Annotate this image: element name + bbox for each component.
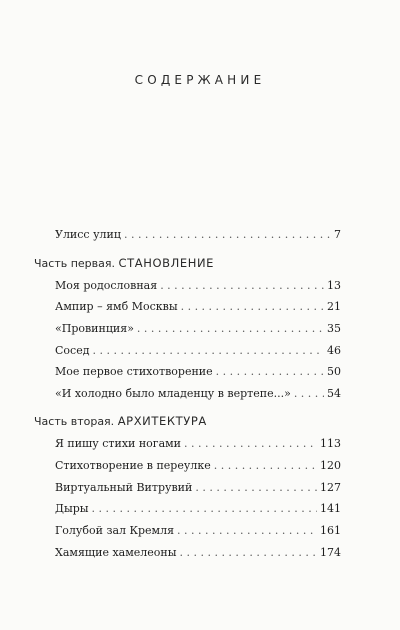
dot-leader	[184, 437, 317, 451]
toc-entry[interactable]	[55, 459, 341, 473]
toc-entry[interactable]	[55, 300, 341, 314]
toc-entry[interactable]	[55, 279, 341, 293]
toc-entry[interactable]	[55, 344, 341, 358]
toc-entry[interactable]	[55, 524, 341, 538]
dot-leader	[124, 228, 331, 242]
toc-entry-label: Улисс улиц	[55, 228, 121, 241]
part-name: СТАНОВЛЕНИЕ	[118, 256, 215, 270]
dot-leader	[216, 365, 324, 379]
part-prefix: Часть вторая.	[34, 415, 115, 428]
toc-entry-label: Мое первое стихотворение	[55, 365, 213, 378]
toc-entry[interactable]	[55, 437, 341, 451]
dot-leader	[179, 546, 317, 560]
toc-entry-label: Ампир – ямб Москвы	[55, 300, 178, 313]
toc-entry[interactable]	[55, 322, 341, 336]
toc-entry-page: 161	[320, 524, 341, 537]
toc-entry-page: 141	[320, 502, 341, 515]
toc-entry[interactable]	[55, 481, 341, 495]
dot-leader	[294, 387, 324, 401]
toc-entry-label: «Провинция»	[55, 322, 134, 335]
toc-entry-page: 120	[320, 459, 341, 472]
toc-entry-page: 113	[320, 437, 341, 450]
toc-entry-page: 46	[327, 344, 341, 357]
part-heading	[34, 256, 214, 270]
toc-entry-label: Сосед	[55, 344, 90, 357]
dot-leader	[177, 524, 317, 538]
toc-entry[interactable]	[55, 546, 341, 560]
toc-entry-label: Дыры	[55, 502, 89, 515]
part-name: АРХИТЕКТУРА	[117, 414, 207, 428]
toc-entry-label: Голубой зал Кремля	[55, 524, 175, 537]
toc-entry-page: 21	[327, 300, 341, 313]
toc-title: СОДЕРЖАНИЕ	[134, 73, 266, 87]
dot-leader	[195, 481, 317, 495]
toc-entry-page: 35	[327, 322, 341, 335]
toc-entry[interactable]	[55, 228, 341, 242]
toc-entry[interactable]	[55, 387, 341, 401]
toc-entry-label: Хамящие хамелеоны	[55, 546, 177, 559]
toc-entry-label: Моя родословная	[55, 279, 158, 292]
toc-entry-label: «И холодно было младенцу в вертепе...»	[55, 387, 291, 400]
dot-leader	[92, 502, 318, 516]
toc-entry[interactable]	[55, 502, 341, 516]
dot-leader	[214, 459, 317, 473]
toc-entry-page: 7	[334, 228, 341, 241]
dot-leader	[160, 279, 324, 293]
toc-entry-label: Я пишу стихи ногами	[55, 437, 182, 450]
toc-entry-page: 13	[327, 279, 341, 292]
toc-entry-page: 174	[320, 546, 341, 559]
dot-leader	[181, 300, 324, 314]
toc-entry[interactable]	[55, 365, 341, 379]
toc-entry-page: 50	[327, 365, 341, 378]
toc-entry-label: Стихотворение в переулке	[55, 459, 211, 472]
part-prefix: Часть первая.	[34, 257, 115, 270]
toc-entry-label: Виртуальный Витрувий	[55, 481, 193, 494]
toc-entry-page: 54	[327, 387, 341, 400]
dot-leader	[137, 322, 324, 336]
part-heading	[34, 414, 207, 428]
toc-entry-page: 127	[320, 481, 341, 494]
dot-leader	[92, 344, 324, 358]
